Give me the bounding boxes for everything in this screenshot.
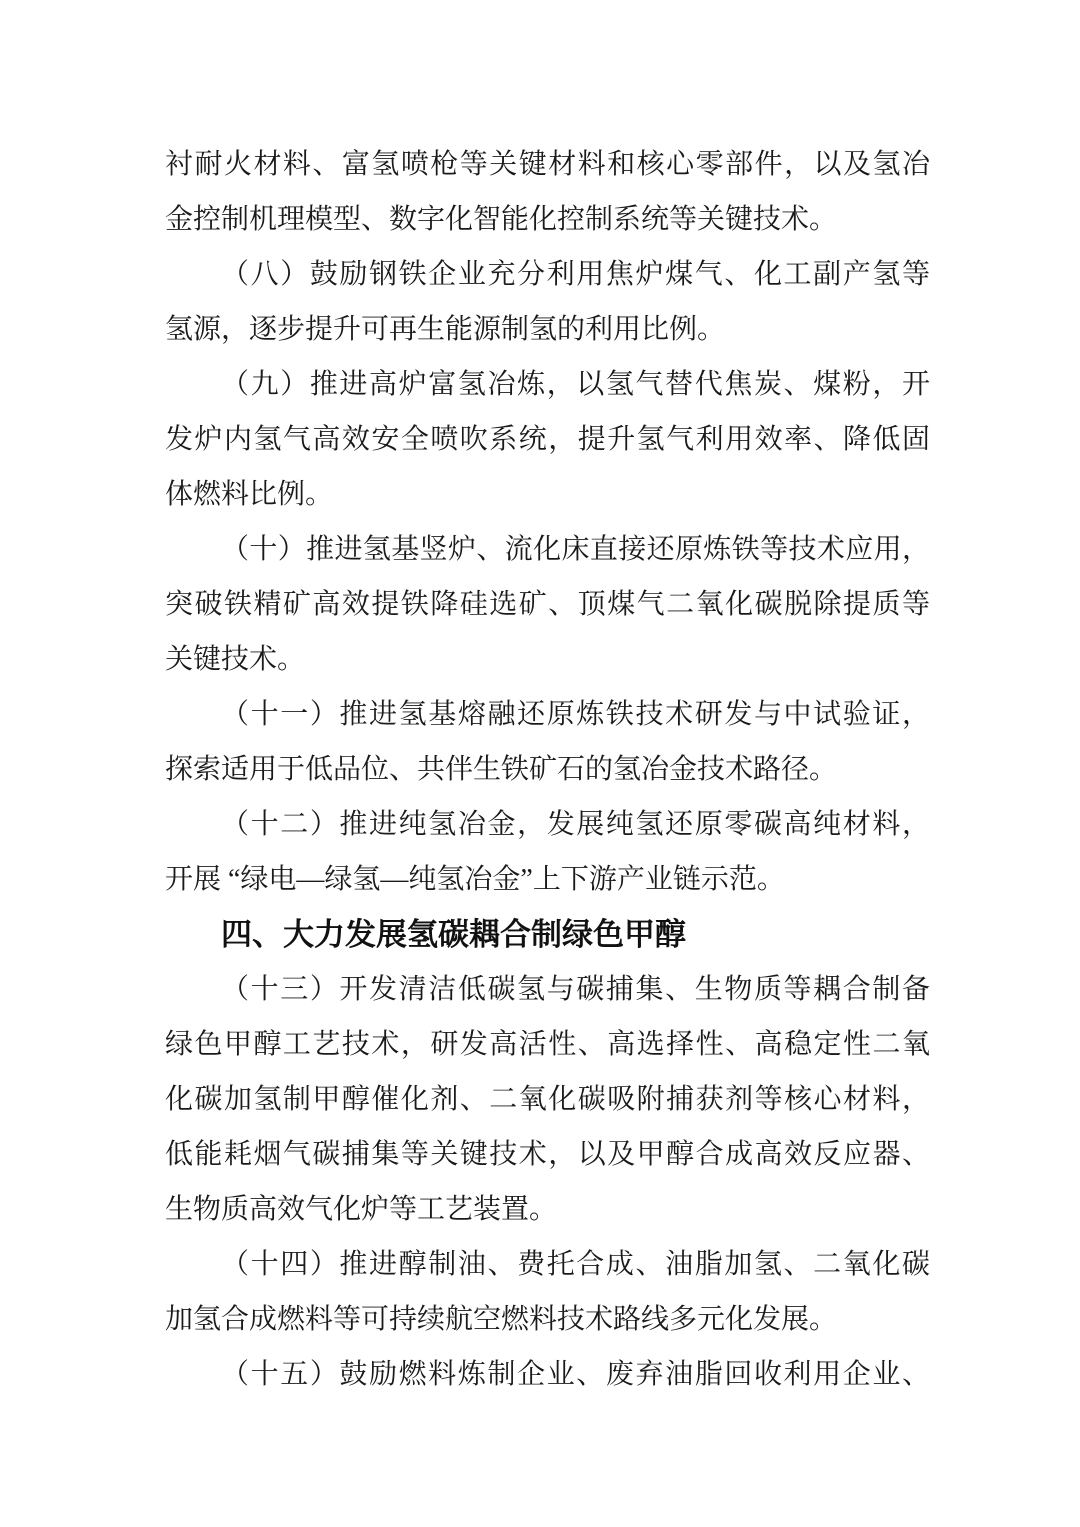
text-line: 开展 “绿电—绿氢—纯氢冶金”上下游产业链示范。 — [165, 864, 785, 895]
text-line: （九）推进高炉富氢冶炼，以氢气替代焦炭、煤粉，开 — [221, 369, 930, 400]
text-line: （十五）鼓励燃料炼制企业、废弃油脂回收利用企业、 — [221, 1359, 930, 1390]
text-line: 绿色甲醇工艺技术，研发高活性、高选择性、高稳定性二氧 — [165, 1029, 930, 1060]
text-line: 金控制机理模型、数字化智能化控制系统等关键技术。 — [165, 204, 838, 235]
text-line: 生物质高效气化炉等工艺装置。 — [165, 1194, 558, 1225]
text-line: 体燃料比例。 — [165, 479, 334, 510]
text-line: （八）鼓励钢铁企业充分利用焦炉煤气、化工副产氢等 — [221, 259, 930, 290]
text-line: （十）推进氢基竖炉、流化床直接还原炼铁等技术应用， — [221, 534, 930, 565]
text-line: 衬耐火材料、富氢喷枪等关键材料和核心零部件，以及氢冶 — [165, 149, 930, 180]
text-line: （十三）开发清洁低碳氢与碳捕集、生物质等耦合制备 — [221, 974, 930, 1005]
text-line: 探索适用于低品位、共伴生铁矿石的氢冶金技术路径。 — [165, 754, 838, 785]
text-line: 低能耗烟气碳捕集等关键技术，以及甲醇合成高效反应器、 — [165, 1139, 930, 1170]
text-line: （十一）推进氢基熔融还原炼铁技术研发与中试验证， — [221, 699, 930, 730]
text-line: 氢源，逐步提升可再生能源制氢的利用比例。 — [165, 314, 726, 345]
text-line: 加氢合成燃料等可持续航空燃料技术路线多元化发展。 — [165, 1304, 838, 1335]
text-line: （十二）推进纯氢冶金，发展纯氢还原零碳高纯材料， — [221, 809, 930, 840]
document-content — [165, 137, 930, 1402]
text-line: 化碳加氢制甲醇催化剂、二氧化碳吸附捕获剂等核心材料， — [165, 1084, 930, 1115]
section-heading: 四、大力发展氢碳耦合制绿色甲醇 — [221, 917, 686, 952]
text-line: 关键技术。 — [165, 644, 306, 675]
text-line: （十四）推进醇制油、费托合成、油脂加氢、二氧化碳 — [221, 1249, 930, 1280]
text-line: 突破铁精矿高效提铁降硅选矿、顶煤气二氧化碳脱除提质等 — [165, 589, 930, 620]
text-line: 发炉内氢气高效安全喷吹系统，提升氢气利用效率、降低固 — [165, 424, 930, 455]
